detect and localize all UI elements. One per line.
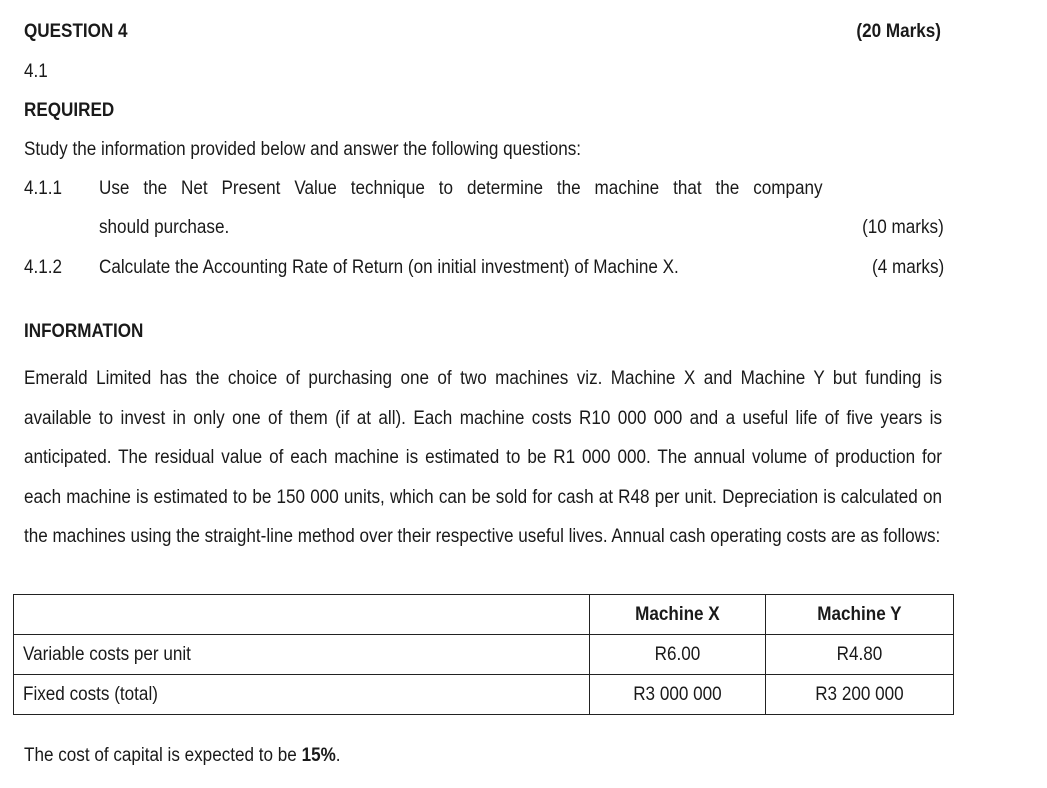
question-text — [99, 177, 823, 201]
section-number: 4.1 — [24, 61, 48, 82]
table-cell: R6.00 — [590, 635, 766, 675]
information-heading: INFORMATION — [24, 321, 144, 342]
table-row — [14, 675, 954, 715]
question-title: QUESTION 4 — [24, 21, 128, 42]
question-text-line1: Use the Net Present Value technique to determine the machine that the company — [99, 178, 823, 199]
table-cell: Variable costs per unit — [14, 635, 590, 675]
table-cell: R3 000 000 — [590, 675, 766, 715]
question-number: 4.1.1 — [24, 178, 63, 199]
question-marks: (10 marks) — [862, 217, 944, 238]
table-cell: Fixed costs (total) — [14, 675, 590, 715]
cost-of-capital-prefix: The cost of capital is expected to be — [24, 745, 302, 766]
table-header-row — [14, 595, 954, 635]
cost-of-capital-suffix: . — [335, 745, 341, 766]
cost-of-capital-note — [24, 744, 341, 768]
cost-of-capital-value: 15% — [301, 745, 336, 766]
table-cell: R3 200 000 — [766, 675, 954, 715]
cost-table — [13, 594, 954, 715]
question-text: Calculate the Accounting Rate of Return (on initial investment) of Machine X. — [99, 257, 679, 278]
question-number: 4.1.2 — [24, 257, 63, 278]
total-marks: (20 Marks) — [856, 21, 941, 42]
required-intro: Study the information provided below and answer the following questions: — [24, 139, 582, 160]
table-header-cell — [14, 595, 590, 635]
information-paragraph: Emerald Limited has the choice of purchasing one of two machines viz. Machine X and Machine Y but funding is available to invest in only one of them (if at all). Each machine costs R10 000 000 and a useful life of five years is anticipated. The residual value of each machine is estimated to be R1 000 000. The annual volume of production for each machine is estimated to be 150 000 units, which can be sold for cash at R48 per unit. Depreciation is calculated on the machines using the straight-line method over their respective useful lives. Annual cash operating costs are as follows: — [24, 368, 942, 547]
table-header-cell: Machine X — [590, 595, 766, 635]
question-text-line2: should purchase. — [99, 217, 230, 238]
table-header-cell: Machine Y — [766, 595, 954, 635]
question-marks: (4 marks) — [871, 257, 944, 278]
table-cell: R4.80 — [766, 635, 954, 675]
required-heading: REQUIRED — [24, 100, 115, 121]
table-row — [14, 635, 954, 675]
